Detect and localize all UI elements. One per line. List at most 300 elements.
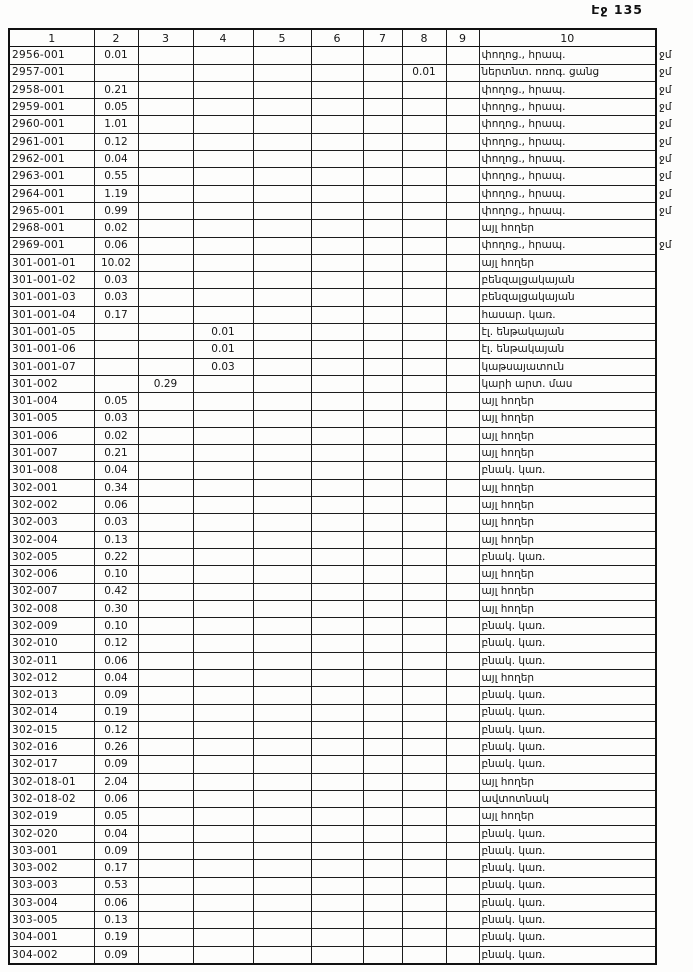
table-row xyxy=(9,497,690,514)
area-value-cell xyxy=(311,168,363,185)
land-use-cell: այլ հողեր xyxy=(479,566,656,583)
area-value-cell xyxy=(446,341,479,358)
table-row xyxy=(9,652,690,669)
column-header-1: 1 xyxy=(9,29,94,47)
margin-annotation xyxy=(656,860,690,877)
table-row xyxy=(9,81,690,98)
area-value-cell xyxy=(311,669,363,686)
area-value-cell xyxy=(363,289,402,306)
area-value-cell: 0.12 xyxy=(94,635,138,652)
area-value-cell xyxy=(138,756,193,773)
area-value-cell xyxy=(253,877,311,894)
area-value-cell xyxy=(138,306,193,323)
table-row xyxy=(9,254,690,271)
parcel-code-cell: 2958-001 xyxy=(9,81,94,98)
area-value-cell xyxy=(193,410,253,427)
area-value-cell xyxy=(138,220,193,237)
area-value-cell: 0.04 xyxy=(94,825,138,842)
area-value-cell xyxy=(193,946,253,964)
margin-annotation xyxy=(656,877,690,894)
area-value-cell xyxy=(446,47,479,64)
area-value-cell xyxy=(402,81,446,98)
land-use-cell: ավտոտնակ xyxy=(479,791,656,808)
area-value-cell xyxy=(138,393,193,410)
area-value-cell: 0.03 xyxy=(193,358,253,375)
area-value-cell xyxy=(138,894,193,911)
area-value-cell xyxy=(193,99,253,116)
area-value-cell xyxy=(363,652,402,669)
area-value-cell xyxy=(138,687,193,704)
area-value-cell: 10.02 xyxy=(94,254,138,271)
area-value-cell xyxy=(363,324,402,341)
area-value-cell xyxy=(138,842,193,859)
area-value-cell: 0.01 xyxy=(94,47,138,64)
land-use-cell: փողոց., հրապ. xyxy=(479,168,656,185)
area-value-cell xyxy=(446,289,479,306)
area-value-cell xyxy=(363,514,402,531)
area-value-cell xyxy=(363,81,402,98)
margin-annotation xyxy=(656,427,690,444)
area-value-cell xyxy=(253,721,311,738)
area-value-cell: 0.03 xyxy=(94,410,138,427)
parcel-code-cell: 301-001-06 xyxy=(9,341,94,358)
parcel-code-cell: 302-006 xyxy=(9,566,94,583)
area-value-cell xyxy=(253,272,311,289)
area-value-cell xyxy=(446,116,479,133)
area-value-cell xyxy=(446,791,479,808)
margin-annotation xyxy=(656,566,690,583)
area-value-cell xyxy=(402,791,446,808)
area-value-cell xyxy=(253,151,311,168)
area-value-cell xyxy=(193,462,253,479)
area-value-cell xyxy=(94,341,138,358)
land-use-cell: այլ հողեր xyxy=(479,531,656,548)
area-value-cell: 0.34 xyxy=(94,479,138,496)
area-value-cell xyxy=(402,462,446,479)
area-value-cell: 0.21 xyxy=(94,81,138,98)
area-value-cell xyxy=(363,185,402,202)
area-value-cell xyxy=(193,168,253,185)
area-value-cell xyxy=(193,220,253,237)
area-value-cell xyxy=(363,168,402,185)
area-value-cell xyxy=(402,877,446,894)
area-value-cell xyxy=(311,600,363,617)
area-value-cell: 0.03 xyxy=(94,289,138,306)
column-header-7: 7 xyxy=(363,29,402,47)
parcel-code-cell: 302-002 xyxy=(9,497,94,514)
area-value-cell: 0.01 xyxy=(402,64,446,81)
area-value-cell xyxy=(363,635,402,652)
area-value-cell xyxy=(311,254,363,271)
area-value-cell xyxy=(138,618,193,635)
area-value-cell xyxy=(363,721,402,738)
area-value-cell xyxy=(363,618,402,635)
area-value-cell xyxy=(363,220,402,237)
area-value-cell xyxy=(363,704,402,721)
land-use-cell: էլ. ենթակայան xyxy=(479,341,656,358)
margin-annotation xyxy=(656,479,690,496)
area-value-cell: 0.09 xyxy=(94,946,138,964)
area-value-cell: 0.06 xyxy=(94,791,138,808)
area-value-cell xyxy=(193,289,253,306)
area-value-cell xyxy=(253,358,311,375)
area-value-cell xyxy=(253,427,311,444)
table-row xyxy=(9,185,690,202)
area-value-cell xyxy=(363,877,402,894)
area-value-cell xyxy=(193,427,253,444)
parcel-code-cell: 2957-001 xyxy=(9,64,94,81)
area-value-cell xyxy=(193,151,253,168)
area-value-cell xyxy=(311,687,363,704)
area-value-cell xyxy=(311,341,363,358)
area-value-cell xyxy=(402,497,446,514)
area-value-cell xyxy=(402,946,446,964)
area-value-cell xyxy=(402,756,446,773)
area-value-cell xyxy=(138,912,193,929)
land-use-cell: բնակ. կառ. xyxy=(479,687,656,704)
parcel-code-cell: 303-005 xyxy=(9,912,94,929)
area-value-cell xyxy=(363,272,402,289)
area-value-cell: 0.42 xyxy=(94,583,138,600)
area-value-cell xyxy=(446,721,479,738)
area-value-cell xyxy=(193,721,253,738)
area-value-cell xyxy=(311,514,363,531)
area-value-cell xyxy=(138,202,193,219)
area-value-cell xyxy=(402,341,446,358)
table-row xyxy=(9,151,690,168)
table-row xyxy=(9,202,690,219)
area-value-cell: 0.01 xyxy=(193,324,253,341)
land-use-cell: բնակ. կառ. xyxy=(479,548,656,565)
margin-annotation xyxy=(656,289,690,306)
margin-annotation xyxy=(656,324,690,341)
area-value-cell xyxy=(253,220,311,237)
table-row xyxy=(9,272,690,289)
area-value-cell: 0.01 xyxy=(193,341,253,358)
area-value-cell xyxy=(193,237,253,254)
area-value-cell xyxy=(253,756,311,773)
area-value-cell: 0.13 xyxy=(94,912,138,929)
table-row xyxy=(9,600,690,617)
area-value-cell xyxy=(363,445,402,462)
margin-annotation xyxy=(656,704,690,721)
area-value-cell: 0.10 xyxy=(94,618,138,635)
area-value-cell xyxy=(138,721,193,738)
area-value-cell xyxy=(311,462,363,479)
area-value-cell xyxy=(193,929,253,946)
area-value-cell xyxy=(311,704,363,721)
area-value-cell xyxy=(363,358,402,375)
table-row xyxy=(9,669,690,686)
land-use-cell: այլ հողեր xyxy=(479,497,656,514)
parcel-code-cell: 302-019 xyxy=(9,808,94,825)
parcel-code-cell: 301-008 xyxy=(9,462,94,479)
area-value-cell xyxy=(446,514,479,531)
area-value-cell xyxy=(94,358,138,375)
area-value-cell xyxy=(138,600,193,617)
area-value-cell xyxy=(138,669,193,686)
area-value-cell: 0.99 xyxy=(94,202,138,219)
margin-annotation xyxy=(656,946,690,964)
area-value-cell: 0.09 xyxy=(94,687,138,704)
area-value-cell xyxy=(138,808,193,825)
area-value-cell xyxy=(138,514,193,531)
land-parcel-table xyxy=(8,28,691,965)
area-value-cell xyxy=(138,358,193,375)
margin-annotation xyxy=(656,341,690,358)
area-value-cell xyxy=(363,254,402,271)
area-value-cell xyxy=(402,929,446,946)
area-value-cell xyxy=(363,497,402,514)
area-value-cell: 0.05 xyxy=(94,393,138,410)
area-value-cell xyxy=(253,479,311,496)
parcel-code-cell: 2963-001 xyxy=(9,168,94,185)
area-value-cell xyxy=(446,324,479,341)
table-row xyxy=(9,583,690,600)
area-value-cell xyxy=(138,64,193,81)
area-value-cell xyxy=(402,704,446,721)
area-value-cell xyxy=(311,306,363,323)
area-value-cell xyxy=(253,168,311,185)
area-value-cell xyxy=(446,375,479,392)
table-row xyxy=(9,220,690,237)
area-value-cell xyxy=(446,894,479,911)
area-value-cell xyxy=(311,825,363,842)
area-value-cell xyxy=(138,583,193,600)
area-value-cell xyxy=(311,791,363,808)
area-value-cell: 1.01 xyxy=(94,116,138,133)
area-value-cell: 0.06 xyxy=(94,497,138,514)
area-value-cell xyxy=(94,375,138,392)
area-value-cell xyxy=(193,306,253,323)
area-value-cell xyxy=(402,410,446,427)
area-value-cell: 0.29 xyxy=(138,375,193,392)
area-value-cell xyxy=(446,358,479,375)
table-row xyxy=(9,375,690,392)
area-value-cell xyxy=(311,185,363,202)
area-value-cell xyxy=(253,687,311,704)
area-value-cell xyxy=(253,808,311,825)
area-value-cell xyxy=(193,894,253,911)
area-value-cell xyxy=(253,324,311,341)
area-value-cell xyxy=(311,445,363,462)
area-value-cell: 0.02 xyxy=(94,427,138,444)
margin-annotation xyxy=(656,894,690,911)
area-value-cell xyxy=(402,393,446,410)
area-value-cell xyxy=(402,635,446,652)
area-value-cell xyxy=(193,877,253,894)
area-value-cell xyxy=(446,202,479,219)
area-value-cell xyxy=(193,514,253,531)
area-value-cell xyxy=(138,548,193,565)
area-value-cell: 0.04 xyxy=(94,151,138,168)
area-value-cell xyxy=(363,600,402,617)
area-value-cell xyxy=(311,427,363,444)
area-value-cell xyxy=(446,462,479,479)
area-value-cell xyxy=(311,808,363,825)
area-value-cell: 0.09 xyxy=(94,756,138,773)
parcel-code-cell: 302-018-01 xyxy=(9,773,94,790)
area-value-cell xyxy=(402,254,446,271)
area-value-cell xyxy=(253,47,311,64)
parcel-code-cell: 2961-001 xyxy=(9,133,94,150)
column-header-4: 4 xyxy=(193,29,253,47)
area-value-cell xyxy=(138,168,193,185)
area-value-cell: 0.19 xyxy=(94,704,138,721)
margin-annotation xyxy=(656,358,690,375)
area-value-cell xyxy=(253,842,311,859)
parcel-code-cell: 302-014 xyxy=(9,704,94,721)
area-value-cell xyxy=(193,393,253,410)
area-value-cell: 0.04 xyxy=(94,462,138,479)
area-value-cell xyxy=(402,445,446,462)
margin-annotation: ջմ xyxy=(659,204,672,217)
area-value-cell: 0.19 xyxy=(94,929,138,946)
area-value-cell xyxy=(311,289,363,306)
area-value-cell xyxy=(138,99,193,116)
table-row xyxy=(9,825,690,842)
area-value-cell xyxy=(138,272,193,289)
area-value-cell xyxy=(363,929,402,946)
area-value-cell xyxy=(138,773,193,790)
margin-annotation xyxy=(656,912,690,929)
area-value-cell xyxy=(253,669,311,686)
margin-annotation xyxy=(656,756,690,773)
area-value-cell xyxy=(363,687,402,704)
area-value-cell xyxy=(311,151,363,168)
table-row xyxy=(9,445,690,462)
land-use-cell: էլ. ենթակայան xyxy=(479,324,656,341)
area-value-cell xyxy=(363,773,402,790)
area-value-cell xyxy=(402,739,446,756)
area-value-cell xyxy=(402,133,446,150)
area-value-cell xyxy=(253,289,311,306)
parcel-code-cell: 302-018-02 xyxy=(9,791,94,808)
area-value-cell: 0.02 xyxy=(94,220,138,237)
parcel-code-cell: 301-002 xyxy=(9,375,94,392)
margin-annotation: ջմ xyxy=(659,118,672,131)
area-value-cell xyxy=(138,877,193,894)
area-value-cell xyxy=(253,116,311,133)
header-row xyxy=(9,29,690,47)
area-value-cell xyxy=(253,393,311,410)
area-value-cell xyxy=(446,531,479,548)
land-use-cell: բնակ. կառ. xyxy=(479,877,656,894)
parcel-code-cell: 302-008 xyxy=(9,600,94,617)
area-value-cell xyxy=(363,393,402,410)
area-value-cell xyxy=(402,202,446,219)
land-use-cell: բնակ. կառ. xyxy=(479,894,656,911)
area-value-cell xyxy=(363,64,402,81)
area-value-cell xyxy=(311,393,363,410)
area-value-cell xyxy=(402,669,446,686)
parcel-code-cell: 302-012 xyxy=(9,669,94,686)
area-value-cell xyxy=(311,202,363,219)
margin-annotation xyxy=(656,773,690,790)
parcel-code-cell: 304-002 xyxy=(9,946,94,964)
table-row xyxy=(9,618,690,635)
area-value-cell xyxy=(311,479,363,496)
margin-annotation xyxy=(656,583,690,600)
table-row xyxy=(9,116,690,133)
area-value-cell xyxy=(446,445,479,462)
table-row xyxy=(9,479,690,496)
area-value-cell xyxy=(446,410,479,427)
land-use-cell: այլ հողեր xyxy=(479,254,656,271)
margin-annotation: ջմ xyxy=(659,187,672,200)
area-value-cell xyxy=(446,99,479,116)
land-use-cell: այլ հողեր xyxy=(479,808,656,825)
area-value-cell xyxy=(402,808,446,825)
table-row xyxy=(9,929,690,946)
area-value-cell xyxy=(193,756,253,773)
land-use-cell: փողոց., հրապ. xyxy=(479,99,656,116)
land-use-cell: բնակ. կառ. xyxy=(479,652,656,669)
area-value-cell xyxy=(193,773,253,790)
area-value-cell xyxy=(253,583,311,600)
area-value-cell xyxy=(253,254,311,271)
area-value-cell xyxy=(363,375,402,392)
area-value-cell xyxy=(311,721,363,738)
table-row xyxy=(9,237,690,254)
area-value-cell xyxy=(446,687,479,704)
area-value-cell xyxy=(138,825,193,842)
area-value-cell xyxy=(446,600,479,617)
land-use-cell: բնակ. կառ. xyxy=(479,929,656,946)
table-row xyxy=(9,358,690,375)
margin-annotation xyxy=(656,842,690,859)
margin-annotation xyxy=(656,306,690,323)
area-value-cell xyxy=(363,791,402,808)
area-value-cell xyxy=(446,912,479,929)
parcel-code-cell: 2968-001 xyxy=(9,220,94,237)
area-value-cell xyxy=(193,912,253,929)
column-header-3: 3 xyxy=(138,29,193,47)
margin-annotation: ջմ xyxy=(659,170,672,183)
area-value-cell xyxy=(402,773,446,790)
area-value-cell xyxy=(193,479,253,496)
area-value-cell xyxy=(402,583,446,600)
area-value-cell xyxy=(402,531,446,548)
area-value-cell xyxy=(402,306,446,323)
land-use-cell: փողոց., հրապ. xyxy=(479,47,656,64)
margin-annotation: ջմ xyxy=(659,239,672,252)
parcel-code-cell: 302-010 xyxy=(9,635,94,652)
table-row xyxy=(9,47,690,64)
margin-annotation xyxy=(656,808,690,825)
land-use-cell: ներտնտ. ոռոգ. ցանց xyxy=(479,64,656,81)
area-value-cell xyxy=(446,704,479,721)
area-value-cell xyxy=(138,237,193,254)
area-value-cell xyxy=(253,739,311,756)
table-row xyxy=(9,721,690,738)
land-use-cell: փողոց., հրապ. xyxy=(479,202,656,219)
area-value-cell xyxy=(138,427,193,444)
land-use-cell: այլ հողեր xyxy=(479,669,656,686)
area-value-cell xyxy=(446,877,479,894)
area-value-cell xyxy=(363,151,402,168)
area-value-cell xyxy=(253,860,311,877)
area-value-cell xyxy=(446,497,479,514)
land-use-cell: փողոց., հրապ. xyxy=(479,151,656,168)
parcel-code-cell: 302-020 xyxy=(9,825,94,842)
land-use-cell: բենզալցակայան xyxy=(479,289,656,306)
table-row xyxy=(9,427,690,444)
area-value-cell xyxy=(402,168,446,185)
parcel-code-cell: 301-006 xyxy=(9,427,94,444)
parcel-code-cell: 302-013 xyxy=(9,687,94,704)
table-body xyxy=(9,47,690,964)
